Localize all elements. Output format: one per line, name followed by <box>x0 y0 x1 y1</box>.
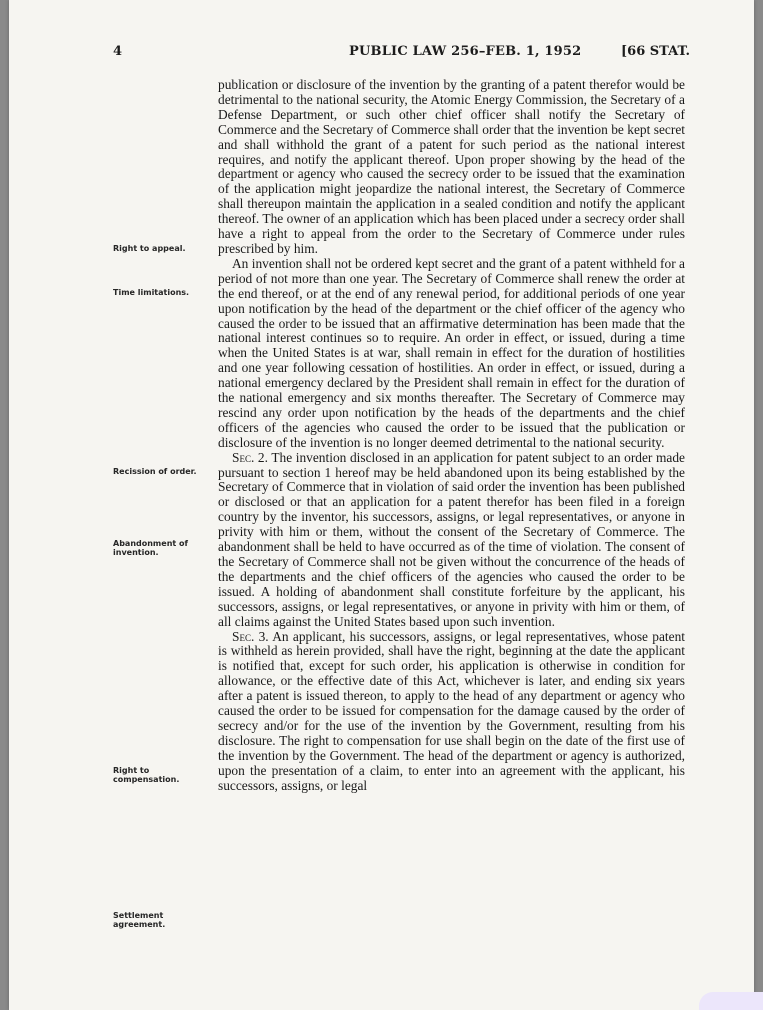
margin-note-settlement-agreement: Settlement agreement. <box>113 911 166 929</box>
section-2-label: Sec. 2. <box>232 449 268 465</box>
paragraph-secrecy-order: publication or disclosure of the invention by the granting of a patent therefor would be detrimental to the national security, the Atomic Energy Commission, the Secretary of a Defense Department, or such other chief officer shall notify the Secretary of Commerce and the Secretary of Commerce shall order that the invention be kept secret and shall withhold the grant of a patent for such period as the national interest requires, and notify the applicant thereof. Upon proper showing by the head of the department or agency who caused the secrecy order to be issued that the examination of the application might jeopardize the national interest, the Secretary of Commerce shall thereupon maintain the application in a sealed condition and notify the applicant thereof. The owner of an application which has been placed under a secrecy order shall have a right to appeal from the order to the Secretary of Commerce under rules prescribed by him. <box>218 77 685 256</box>
margin-note-time-limitations: Time limitations. <box>113 288 190 297</box>
section-2-text: The invention disclosed in an application for patent subject to an order made pursuant to section 1 hereof may be held abandoned upon its being established by the Secretary of Commerce that in violation of said order the invention has been published or disclosed or that an application for a patent therefor has been filed in a foreign country by the inventor, his successors, assigns, or legal representatives, or anyone in privity with him or them, without the consent of the Secretary of Commerce. The abandonment shall be held to have occurred as of the time of violation. The consent of the Secretary of Commerce shall not be given without the concurrence of the heads of the departments and the chief officers of the agencies who caused the order to be issued. A holding of abandonment shall constitute forfeiture by the applicant, his successors, assigns, or legal representatives, or anyone in privity with him or them, of all claims against the United States based upon such invention. <box>218 449 685 629</box>
paragraph-section-2 <box>218 451 685 630</box>
paragraph-time-limitations: An invention shall not be ordered kept secret and the grant of a patent withheld for a period of not more than one year. The Secretary of Commerce shall renew the order at the end thereof, or at the end of any renewal period, for additional periods of one year upon notification by the head of the department or the chief officer of the agency who caused the order to be issued that an affirmative determination has been made that the national interest continues so to require. An order in effect, or issued, during a time when the United States is at war, shall remain in effect for the duration of hostilities and one year following cessation of hostilities. An order in effect, or issued, during a national emergency declared by the President shall remain in effect for the duration of the national emergency and six months thereafter. The Secretary of Commerce may rescind any order upon notification by the heads of the departments and the chief officers of the agencies who caused the order to be issued that the publication or disclosure of the invention is no longer deemed detrimental to the national security. <box>218 255 685 450</box>
margin-note-right-to-compensation: Right to compensation. <box>113 766 180 784</box>
page-number: 4 <box>113 44 123 59</box>
document-page <box>9 0 754 1010</box>
running-title: PUBLIC LAW 256–FEB. 1, 1952 <box>349 44 582 59</box>
section-3-text: An applicant, his successors, assigns, or legal representatives, whose patent is withheld as herein provided, shall have the right, beginning at the date the applicant is notified that, except for such order, his application is otherwise in condition for allowance, or the effective date of this Act, whichever is later, and ending six years after a patent is issued thereon, to apply to the head of any department or agency who caused the order to be issued for compensation for the damage caused by the order of secrecy and/or for the use of the invention by the Government, resulting from his disclosure. The right to compensation for use shall begin on the date of the first use of the invention by the Government. The head of the department or agency is authorized, upon the presentation of a claim, to enter into an agreement with the applicant, his successors, assigns, or legal <box>218 628 685 793</box>
page-header <box>9 44 754 64</box>
margin-note-recission-of-order: Recission of order. <box>113 467 197 476</box>
paragraph-section-3 <box>218 630 685 794</box>
statute-reference: [66 STAT. <box>621 44 691 59</box>
margin-note-abandonment-of-invention: Abandonment of invention. <box>113 539 188 557</box>
law-body-text <box>218 78 685 794</box>
margin-note-right-to-appeal: Right to appeal. <box>113 244 186 253</box>
corner-overlay <box>699 992 763 1010</box>
section-3-label: Sec. 3. <box>232 628 269 644</box>
